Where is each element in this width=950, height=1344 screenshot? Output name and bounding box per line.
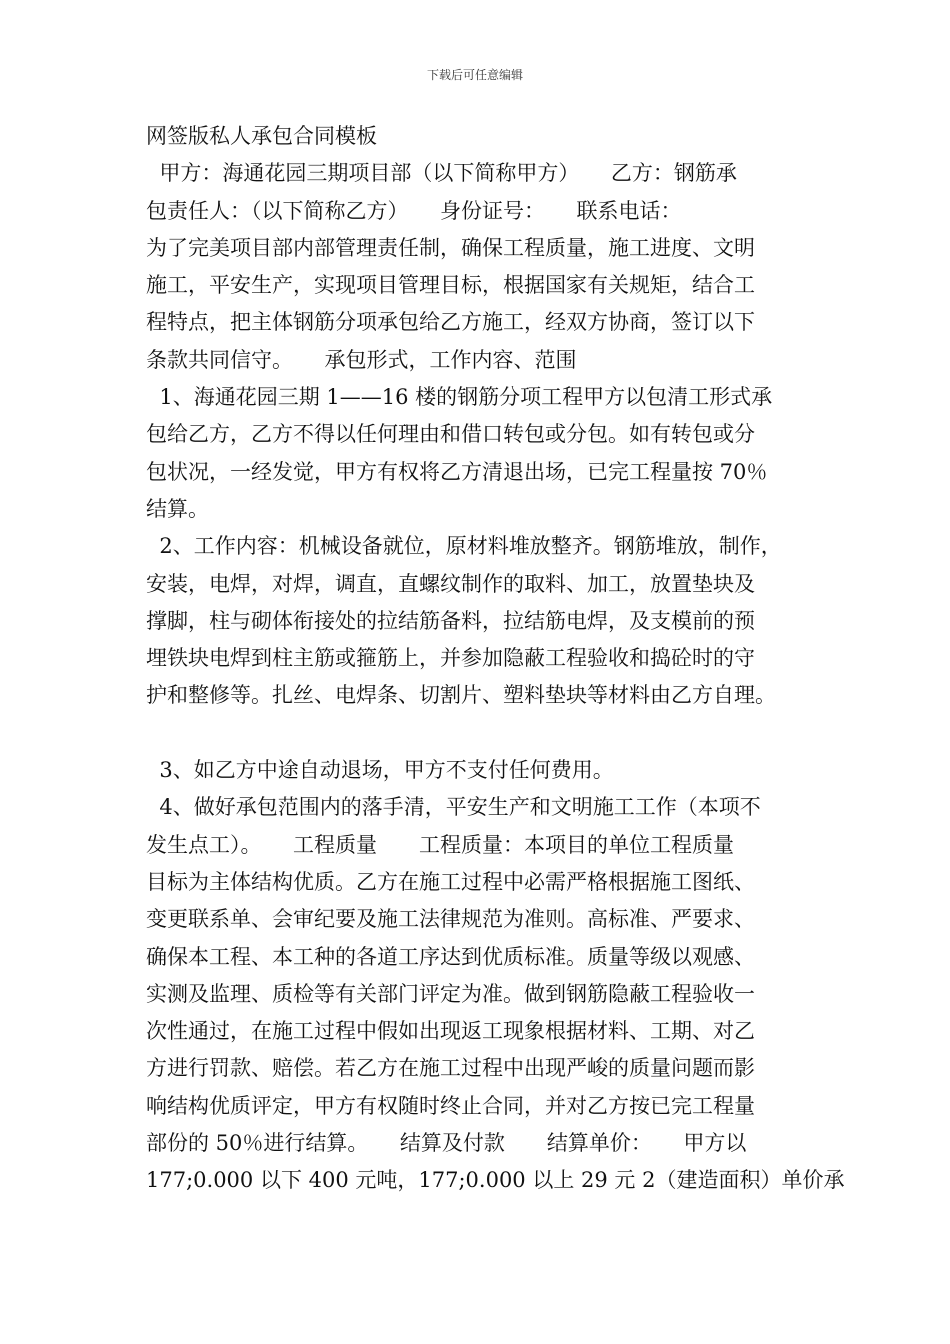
text-line: 实测及监理、质检等有关部门评定为准。做到钢筋隐蔽工程验收一 — [146, 981, 755, 1006]
blank-line — [146, 715, 826, 752]
text-line: 次性通过，在施工过程中假如出现返工现象根据材料、工期、对乙 — [146, 1019, 755, 1044]
text-line: 部份的 50％进行结算。 结算及付款 结算单价： 甲方以 — [146, 1131, 747, 1156]
text-line: 4、做好承包范围内的落手清，平安生产和文明施工工作（本项不 — [146, 795, 761, 820]
text-line: 包责任人：（以下简称乙方） 身份证号： 联系电话： — [146, 198, 682, 223]
text-line: 2、工作内容：机械设备就位，原材料堆放整齐。钢筋堆放，制作， — [146, 534, 782, 559]
text-line: 方进行罚款、赔偿。若乙方在施工过程中出现严峻的质量问题而影 — [146, 1056, 755, 1081]
text-line: 安装，电焊，对焊，调直，直螺纹制作的取料、加工，放置垫块及 — [146, 571, 755, 596]
text-line: 目标为主体结构优质。乙方在施工过程中必需严格根据施工图纸、 — [146, 869, 755, 894]
text-line: 3、如乙方中途自动退场，甲方不支付任何费用。 — [146, 758, 614, 783]
document-body — [146, 118, 845, 1200]
text-line: 1、海通花园三期 1——16 楼的钢筋分项工程甲方以包清工形式承 — [146, 385, 773, 410]
text-line: 护和整修等。扎丝、电焊条、切割片、塑料垫块等材料由乙方自理。 — [146, 683, 776, 708]
text-line: 埋铁块电焊到柱主筋或箍筋上，并参加隐蔽工程验收和捣砼时的守 — [146, 646, 755, 671]
text-line: 撑脚，柱与砌体衔接处的拉结筋备料，拉结筋电焊，及支模前的预 — [146, 608, 755, 633]
text-line: 177;0.000 以下 400 元吨，177;0.000 以上 29 元 2（建造面积）单价承 — [146, 1168, 845, 1193]
text-line: 施工，平安生产，实现项目管理目标，根据国家有关规矩，结合工 — [146, 273, 755, 298]
text-line: 甲方：海通花园三期项目部（以下简称甲方） 乙方：钢筋承 — [146, 161, 737, 186]
text-line: 响结构优质评定，甲方有权随时终止合同，并对乙方按已完工程量 — [146, 1093, 755, 1118]
text-line: 变更联系单、会审纪要及施工法律规范为准则。高标准、严要求、 — [146, 907, 755, 932]
text-line: 确保本工程、本工种的各道工序达到优质标准。质量等级以观感、 — [146, 944, 755, 969]
text-line: 程特点，把主体钢筋分项承包给乙方施工，经双方协商，签订以下 — [146, 310, 755, 335]
text-line: 包给乙方，乙方不得以任何理由和借口转包或分包。如有转包或分 — [146, 422, 755, 447]
text-line: 结算。 — [146, 496, 209, 521]
text-line: 发生点工）。 工程质量 工程质量：本项目的单位工程质量 — [146, 832, 734, 857]
header-note: 下载后可任意编辑 — [426, 68, 523, 82]
text-line: 为了完美项目部内部管理责任制，确保工程质量，施工进度、文明 — [146, 235, 755, 260]
text-line: 包状况，一经发觉，甲方有权将乙方清退出场，已完工程量按 70％ — [146, 459, 768, 484]
text-line: 条款共同信守。 承包形式，工作内容、范围 — [146, 347, 577, 372]
document-title: 网签版私人承包合同模板 — [146, 124, 377, 148]
